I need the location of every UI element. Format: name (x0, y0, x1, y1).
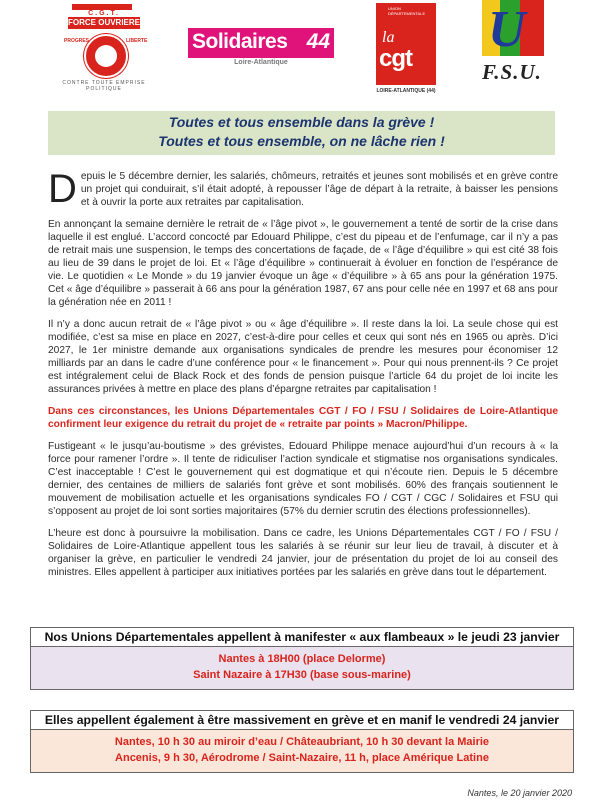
fo-logo-right: LIBERTE (126, 38, 148, 44)
cgt-logo-small: UNION DÉPARTEMENTALE (388, 6, 426, 16)
fsu-logo-text: F.S.U. (482, 60, 542, 84)
cgt-logo-word: cgt (379, 45, 412, 72)
paragraph-no-withdrawal: Il n’y a donc aucun retrait de « l’âge pivot » ou « âge d’équilibre ». Il reste dans la loi. La seule chose qui est modifiée, c’est sa mise en place en 2027, c’est-à-dire pour celles et ceux qui sont nés en 1965 ou après. D’ici 2027, le 1er ministre demande aux organisations syndicales de prendre les mesures pour économiser 12 milliards par an dans le cadre d’une conférence pour « le financement ». Pour qui nous prennent-ils ? Ce projet est intégralement celui de Black Rock et des fonds de pension puisque l’article 64 du projet de loi incite les assurances privées à mettre en place des plans d’épargne retraites par capitalisation ! (48, 319, 558, 395)
call-box-jan24-line1: Nantes, 10 h 30 au miroir d’eau / Châteaubriant, 10 h 30 devant la Mairie (114, 736, 490, 748)
fo-logo (62, 4, 146, 96)
solidaires-logo-number: 44 (306, 30, 330, 53)
fo-logo-motto: CONTRE TOUTE EMPRISE POLITIQUE (62, 80, 146, 92)
call-box-jan24-body (31, 730, 573, 772)
solidaires-logo (188, 28, 334, 68)
paragraph-intro-text: epuis le 5 décembre dernier, les salariés, chômeurs, retraités et jeunes sont mobilisés et en grève contre un projet qui conduirait, s’il était adopté, à repousser l’âge de départ à la retraite, à baisser les pensions et à ouvrir la porte aux retraites par capitalisation. (80, 171, 558, 208)
paragraph-mobilisation: L’heure est donc à poursuivre la mobilisation. Dans ce cadre, les Unions Départementales CGT / FO / FSU / Solidaires de Loire-Atlantique appellent tous les salariés à se réunir sur leur lieu de travail, à discuter et à organiser la grève, en particulier le vendredi 24 janvier, jour de présentation du projet de loi au conseil des ministres. Elles appellent à participer aux initiatives portées par les salariés en grève dans tout le département. (48, 528, 558, 578)
fo-emblem-icon (84, 34, 128, 78)
fo-logo-banner: FORCE OUVRIERE (68, 18, 141, 27)
fsu-logo (478, 0, 550, 92)
cgt-logo-la: la (382, 29, 395, 46)
paragraph-fustigeant: Fustigeant « le jusqu’au-boutisme » des grévistes, Edouard Philippe menace aujourd’hui d’un recours à « la force pour ramener l’ordre ». Il tente de ridiculiser l’action syndicale et stigmatise nos organisations syndicales. C’est inacceptable ! C’est le gouvernement qui est dogmatique et qui n’écoute rien. Depuis le 5 décembre dernier, des centaines de milliers de salariés font grève et sont mobilisés. 60% des français soutiennent le mouvement de mobilisation actuelle et les organisations syndicales FO / CGT / CGC / Solidaires et FSU qui s’opposent au projet de loi sont sorties majoritaires (57% du dernier scrutin des élections professionnelles). (48, 441, 558, 517)
paragraph-demand: Dans ces circonstances, les Unions Départementales CGT / FO / FSU / Solidaires de Loire-Atlantique confirment leur exigence du retrait du projet de « retraite par points » Macron/Philippe. (48, 406, 558, 430)
fo-logo-left: PROGRES (64, 38, 90, 44)
solidaires-logo-sub: Loire-Atlantique (234, 59, 288, 66)
call-box-jan24-head: Elles appellent également à être massivement en grève et en manif le vendredi 24 janvier (31, 711, 573, 730)
document-date: Nantes, le 20 janvier 2020 (467, 788, 572, 798)
paragraph-age-pivot: En annonçant la semaine dernière le retrait de « l’âge pivot », le gouvernement a tenté de sortir de la crise dans laquelle il est englué. L’accord concocté par Edouard Philippe, c’est du pipeau et de l’enfumage, car il n’y a pas de retrait mais une suspension, le temps des concertations de façade, de « l’âge d’équilibre » qui est cité 38 fois au lieu de 39 dans le projet de loi. Et « l’âge d’équilibre » continuerait à évoluer en fonction de l’espérance de vie. Le quotidien « Le Monde » du 19 janvier évoque un âge « d’équilibre » à 65 ans pour la génération 1975. Cet « âge d’équilibre » passerait à 66 ans pour la génération 1987, 67 ans pour celle née en 1997 et 68 ans pour la génération née en 2011 ! (48, 219, 558, 308)
logo-bar (0, 0, 600, 100)
headline-line1: Toutes et tous ensemble dans la grève ! (168, 114, 435, 130)
call-box-jan23-line1: Nantes à 18H00 (place Delorme) (218, 653, 386, 665)
call-box-jan23-head: Nos Unions Départementales appellent à manifester « aux flambeaux » le jeudi 23 janvier (31, 628, 573, 647)
call-box-jan24 (30, 710, 574, 773)
call-box-jan23-body (31, 647, 573, 689)
fo-logo-cgt: C.G.T. (88, 10, 120, 17)
cgt-logo (376, 3, 436, 94)
paragraph-intro (48, 167, 558, 211)
fsu-logo-letter: U (488, 1, 526, 58)
headline-line2: Toutes et tous ensemble, on ne lâche rien ! (158, 133, 445, 149)
article-body (48, 167, 558, 588)
drop-cap: D (48, 167, 77, 211)
solidaires-logo-word: Solidaires (192, 30, 288, 53)
call-box-jan23 (30, 627, 574, 690)
cgt-logo-bottom: LOIRE-ATLANTIQUE (44) (376, 88, 436, 94)
call-box-jan24-line2: Ancenis, 9 h 30, Aérodrome / Saint-Nazaire, 11 h, place Amérique Latine (115, 752, 489, 764)
headline-banner (48, 111, 555, 155)
call-box-jan23-line2: Saint Nazaire à 17H30 (base sous-marine) (193, 669, 411, 681)
